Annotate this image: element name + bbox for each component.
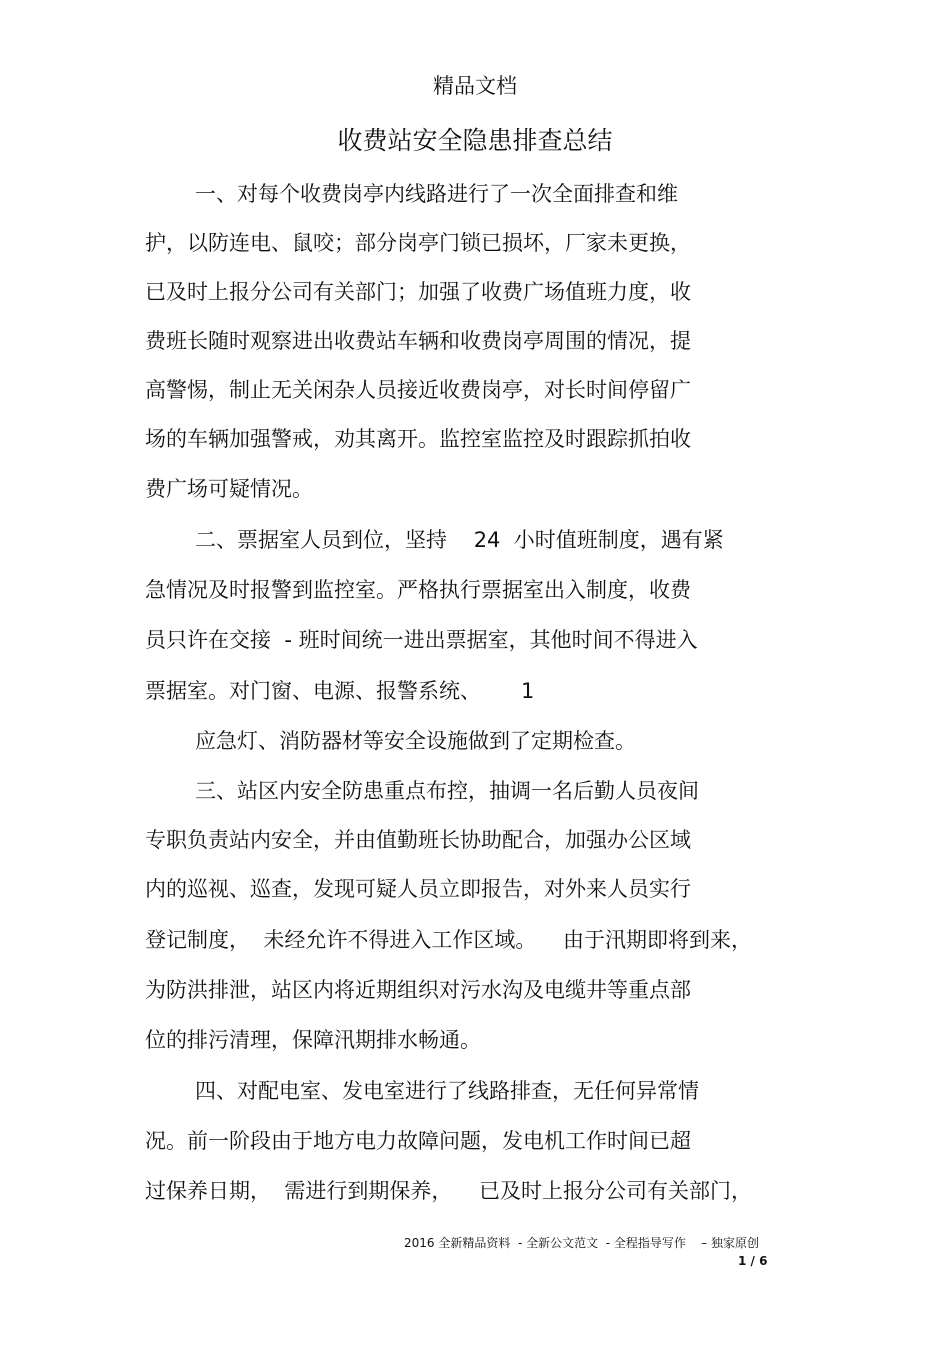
paragraph-line: 票据室。对门窗、电源、报警系统、 1 bbox=[145, 679, 535, 703]
paragraph-line: 费班长随时观察进出收费站车辆和收费岗亭周围的情况，提 bbox=[145, 329, 691, 353]
page-number: 1 / 6 bbox=[738, 1254, 768, 1268]
paragraph-line: 场的车辆加强警戒，劝其离开。监控室监控及时跟踪抓拍收 bbox=[145, 427, 691, 451]
paragraph-line: 高警惕，制止无关闲杂人员接近收费岗亭，对长时间停留广 bbox=[145, 378, 691, 402]
document-title: 收费站安全隐患排查总结 bbox=[337, 126, 613, 155]
paragraph-line: 应急灯、消防器材等安全设施做到了定期检查。 bbox=[195, 729, 636, 753]
paragraph-line: 员只许在交接 - 班时间统一进出票据室，其他时间不得进入 bbox=[145, 628, 698, 652]
paragraph-line: 位的排污清理，保障汛期排水畅通。 bbox=[145, 1028, 481, 1052]
paragraph-line: 况。前一阶段由于地方电力故障问题，发电机工作时间已超 bbox=[145, 1129, 691, 1153]
paragraph-line: 已及时上报分公司有关部门；加强了收费广场值班力度，收 bbox=[145, 280, 691, 304]
paragraph-line: 二、票据室人员到位，坚持 24 小时值班制度，遇有紧 bbox=[195, 528, 724, 552]
paragraph-line: 内的巡视、巡查，发现可疑人员立即报告，对外来人员实行 bbox=[145, 877, 691, 901]
paragraph-line: 过保养日期， 需进行到期保养， 已及时上报分公司有关部门， bbox=[145, 1179, 753, 1203]
paragraph-line: 急情况及时报警到监控室。严格执行票据室出入制度，收费 bbox=[145, 578, 691, 602]
paragraph-line: 登记制度， 未经允许不得进入工作区域。 由于汛期即将到来， bbox=[145, 928, 753, 952]
page-header: 精品文档 bbox=[433, 74, 517, 98]
paragraph-line: 三、站区内安全防患重点布控，抽调一名后勤人员夜间 bbox=[195, 779, 699, 803]
footer-text: 2016 全新精品资料 - 全新公文范文 - 全程指导写作 – 独家原创 bbox=[404, 1236, 759, 1250]
paragraph-line: 一、对每个收费岗亭内线路进行了一次全面排查和维 bbox=[195, 182, 678, 206]
paragraph-line: 护，以防连电、鼠咬；部分岗亭门锁已损坏，厂家未更换， bbox=[145, 231, 691, 255]
paragraph-line: 专职负责站内安全，并由值勤班长协助配合，加强办公区域 bbox=[145, 828, 691, 852]
paragraph-line: 费广场可疑情况。 bbox=[145, 477, 313, 501]
paragraph-line: 为防洪排泄，站区内将近期组织对污水沟及电缆井等重点部 bbox=[145, 978, 691, 1002]
paragraph-line: 四、对配电室、发电室进行了线路排查，无任何异常情 bbox=[195, 1079, 699, 1103]
